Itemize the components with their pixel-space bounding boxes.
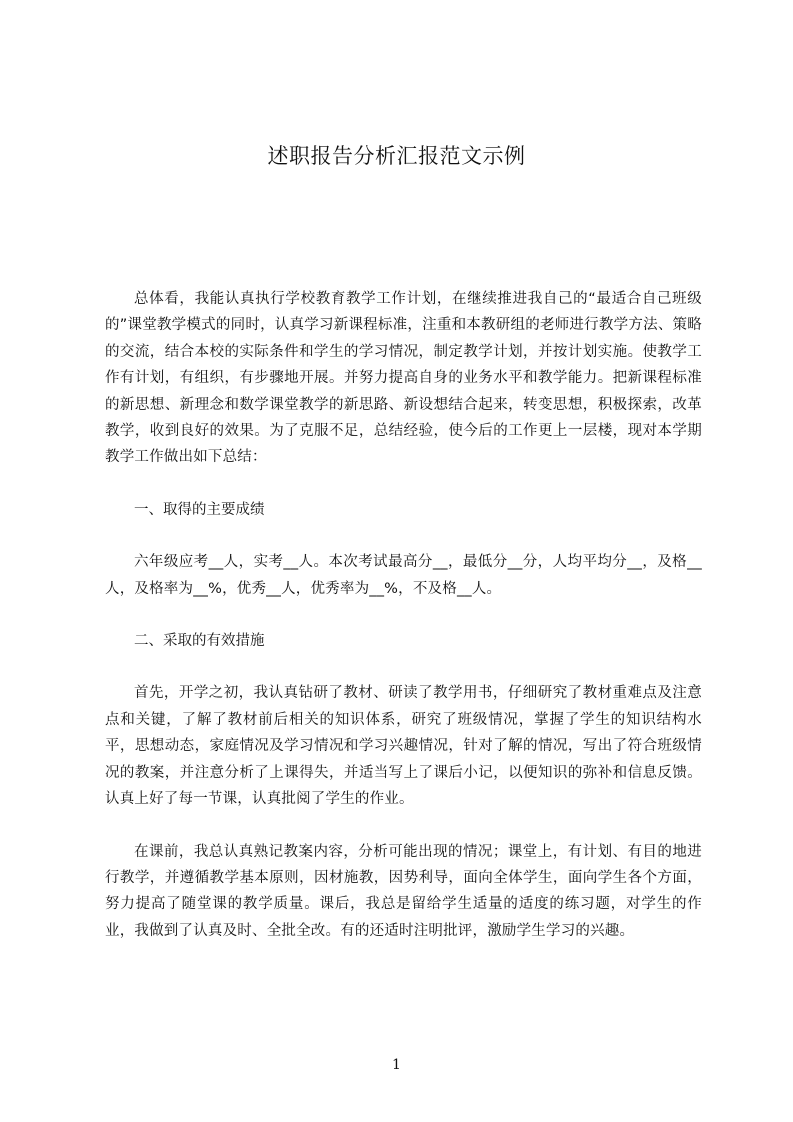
section-heading-measures: 二、采取的有效措施 [134, 633, 265, 650]
measures-paragraph-2: 在课前，我总认真熟记教案内容，分析可能出现的情况；课堂上，有计划、有目的地进行教学，并遵循教学基本原则，因材施教，因势利导，面向全体学生，面向学生各个方面，努力提高了随堂课的教学质量。课后，我总是留给学生适量的适度的练习题，对学生的作业，我做到了认真及时、全批全改。有的还适时注明批评，激励学生学习的兴趣。 [105, 843, 702, 939]
intro-paragraph: 总体看，我能认真执行学校教育教学工作计划，在继续推进我自己的“最适合自己班级的”课堂教学模式的同时，认真学习新课程标准，注重和本教研组的老师进行教学方法、策略的交流，结合本校的实际条件和学生的学习情况，制定教学计划，并按计划实施。使教学工作有计划，有组织，有步骤地开展。并努力提高自身的业务水平和教学能力。把新课程标准的新思想、新理念和数学课堂教学的新思路、新设想结合起来，转变思想，积极探索，改革教学，收到良好的效果。为了克服不足，总结经验，使今后的工作更上一层楼，现对本学期教学工作做出如下总结： [105, 291, 702, 466]
section-heading-achievements: 一、取得的主要成绩 [134, 501, 265, 518]
document-title: 述职报告分析汇报范文示例 [267, 144, 526, 168]
document-body [105, 286, 702, 970]
exam-results-paragraph: 六年级应考__人，实考__人。本次考试最高分__，最低分__分，人均平均分__，及格__人，及格率为__%，优秀__人，优秀率为__%，不及格__人。 [105, 554, 702, 597]
page-number: 1 [392, 1057, 401, 1073]
measures-paragraph-1: 首先，开学之初，我认真钻研了教材、研读了教学用书，仔细研究了教材重难点及注意点和关键，了解了教材前后相关的知识体系，研究了班级情况，掌握了学生的知识结构水平，思想动态，家庭情况及学习情况和学习兴趣情况，针对了解的情况，写出了符合班级情况的教案，并注意分析了上课得失，并适当写上了课后小记，以便知识的弥补和信息反馈。认真上好了每一节课，认真批阅了学生的作业。 [105, 685, 702, 808]
